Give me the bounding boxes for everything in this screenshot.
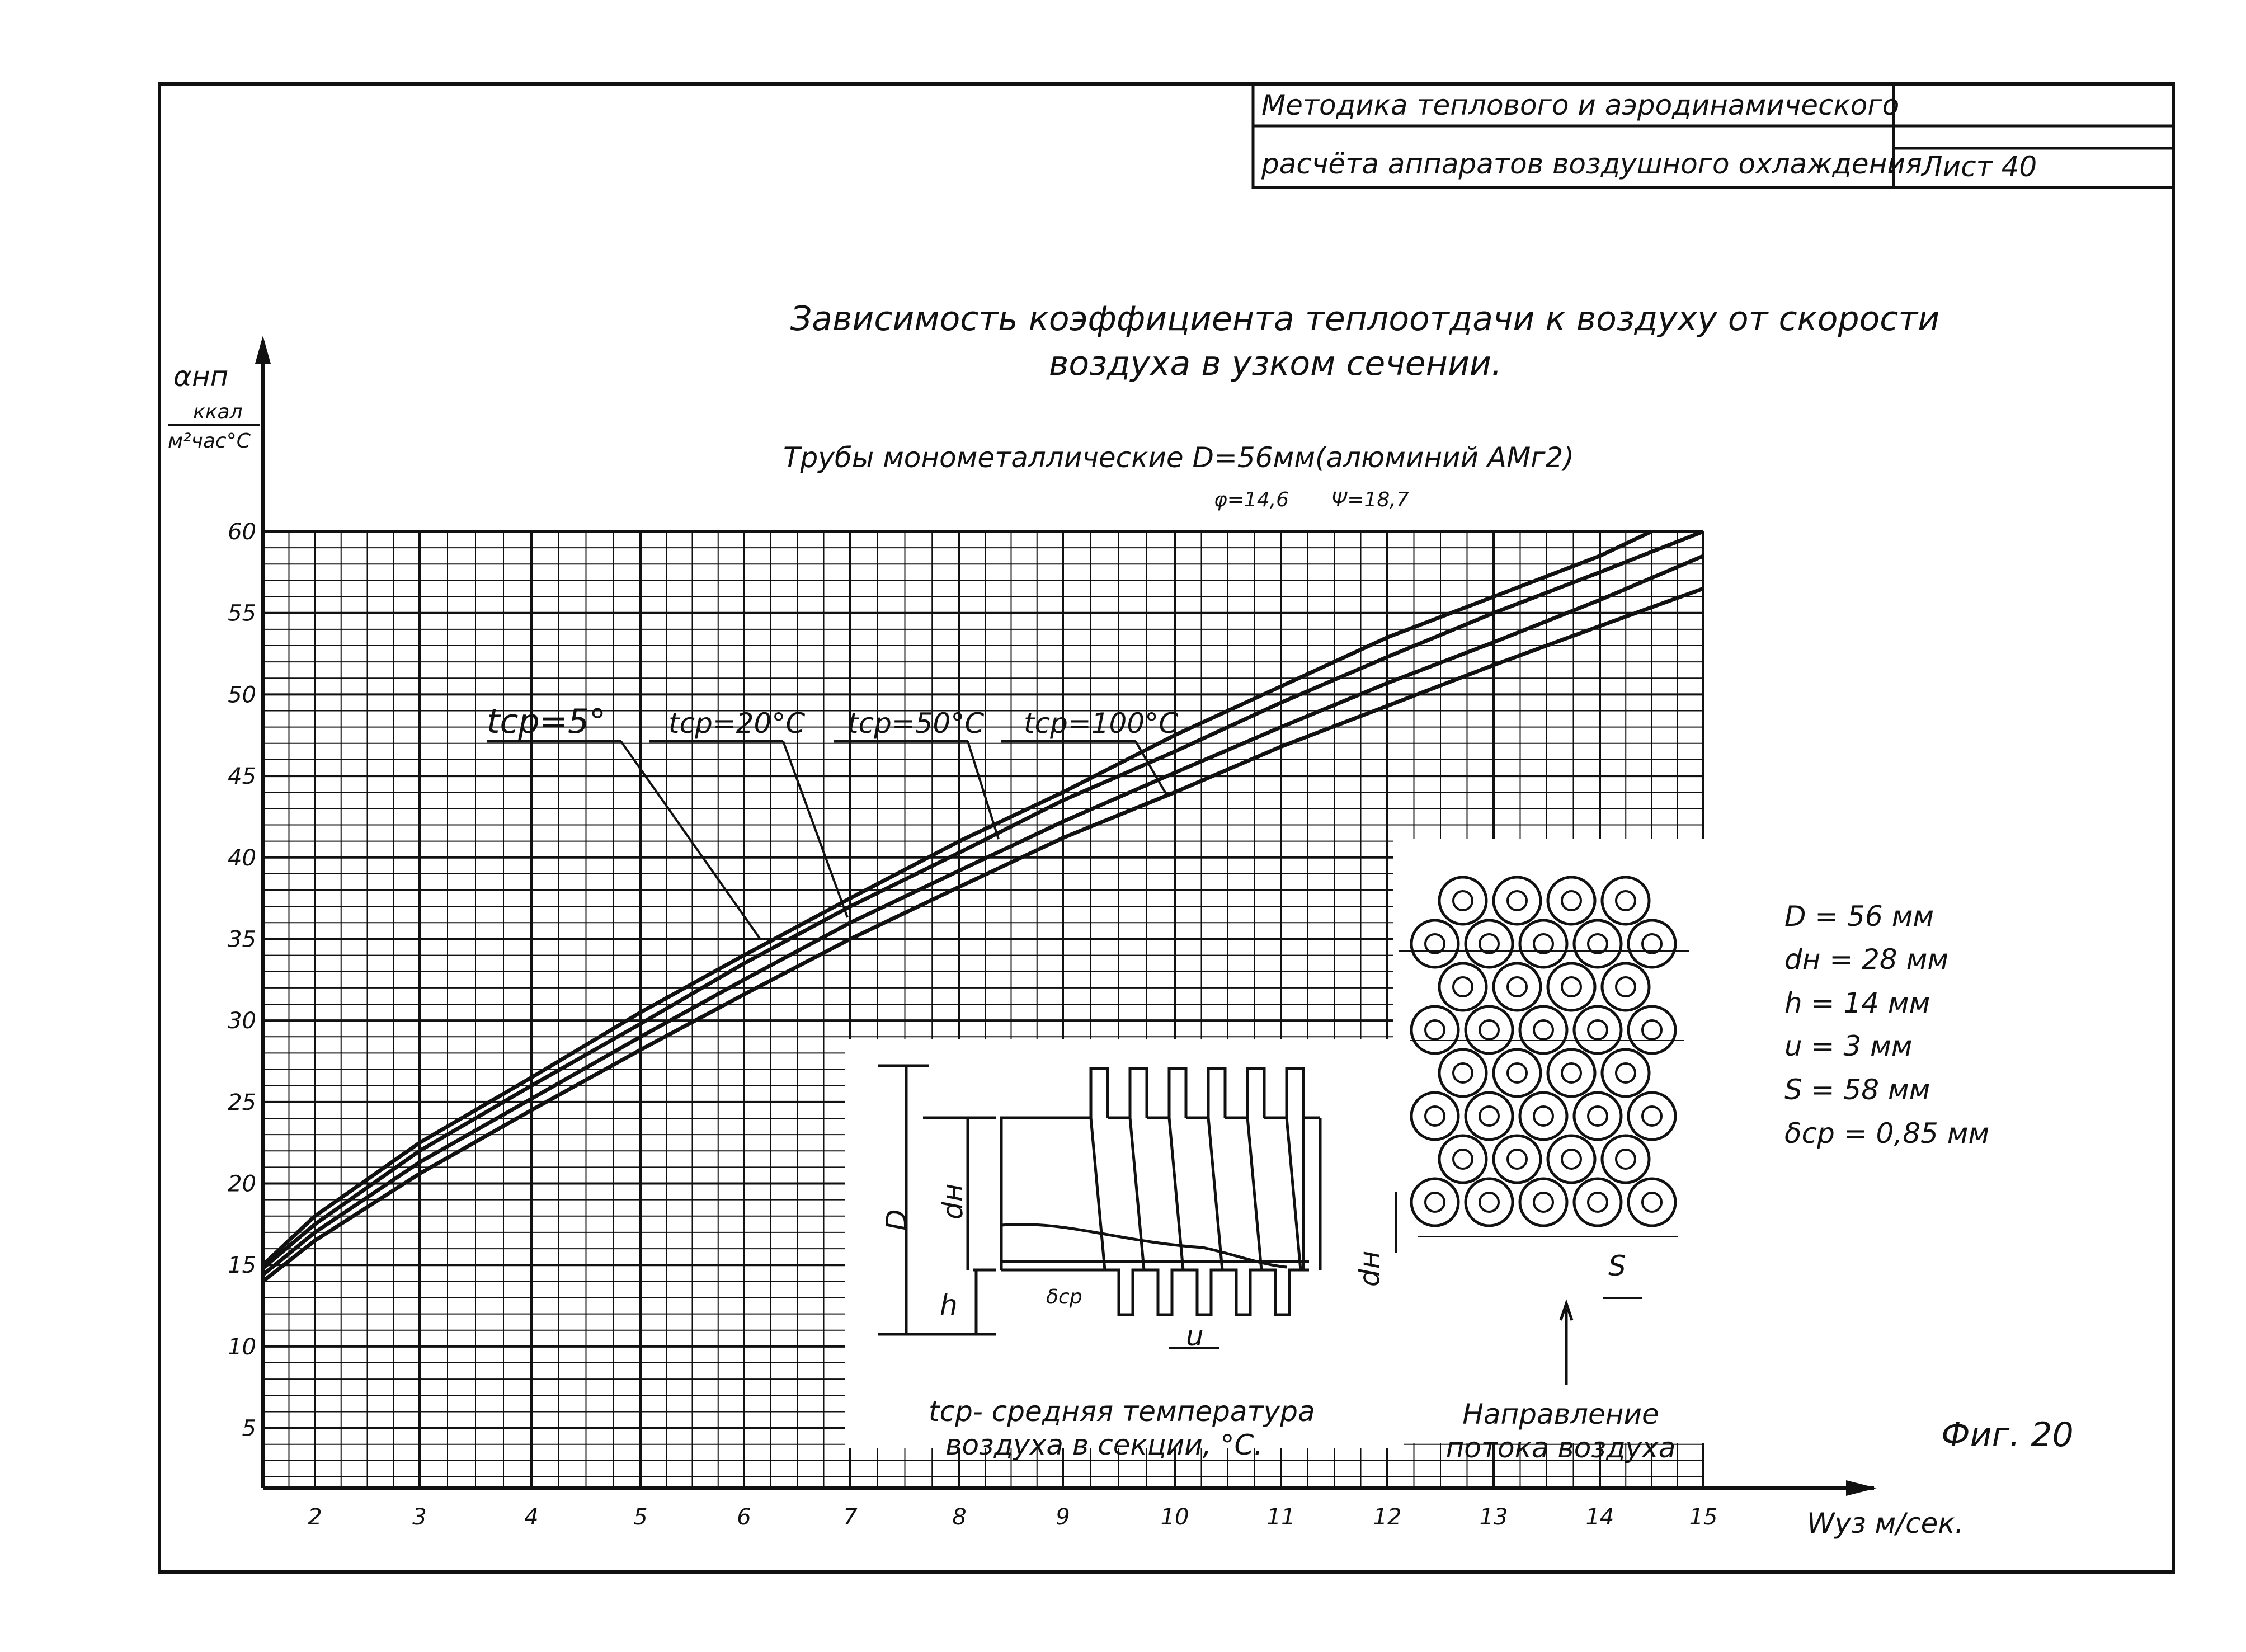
dim-u-label: u: [1186, 1320, 1204, 1352]
x-tick-label: 3: [412, 1504, 427, 1530]
x-axis-arrow: [1846, 1480, 1877, 1496]
y-tick-label: 25: [228, 1089, 256, 1116]
stamp-title-line2: расчёта аппаратов воздушного охлаждения: [1261, 148, 1922, 180]
bundle-S-label: S: [1608, 1250, 1626, 1282]
temperature-caption-line2: воздуха в секции, °С.: [945, 1429, 1263, 1461]
y-axis-unit-denominator: м²час°С: [168, 430, 251, 453]
finned-tube-inset: [845, 1039, 1404, 1461]
spec-S: S = 58 мм: [1784, 1074, 1930, 1106]
y-axis-symbol: αнп: [173, 360, 229, 393]
flow-direction-line1: Направление: [1462, 1398, 1659, 1430]
y-tick-label: 55: [228, 600, 256, 627]
chart-title-line2: воздуха в узком сечении.: [1049, 344, 1502, 383]
x-tick-label: 11: [1266, 1504, 1296, 1530]
dim-D-label: D: [880, 1209, 913, 1231]
series-leader-20: [783, 741, 847, 917]
dim-delta-label: δср: [1046, 1286, 1082, 1309]
y-tick-label: 30: [228, 1008, 256, 1034]
x-tick-label: 2: [308, 1504, 322, 1530]
spec-u: u = 3 мм: [1784, 1030, 1913, 1062]
y-axis-arrow: [255, 336, 271, 364]
phi-value-b: Ψ=18,7: [1331, 488, 1409, 511]
y-tick-label: 45: [228, 764, 256, 790]
series-label-100: tср=100°С: [1024, 707, 1179, 740]
x-tick-label: 14: [1585, 1504, 1614, 1530]
y-axis-label: [168, 360, 260, 453]
dim-h-label: h: [940, 1289, 958, 1321]
spec-D: D = 56 мм: [1784, 900, 1934, 933]
tube-bundle-inset: [1353, 839, 1712, 1464]
y-tick-label: 35: [228, 926, 256, 953]
dim-dn-label: dн: [936, 1183, 969, 1220]
x-tick-label: 13: [1479, 1504, 1508, 1530]
flow-direction-line2: потока воздуха: [1445, 1432, 1676, 1464]
series-label-5: tср=5°: [487, 702, 606, 741]
bundle-dn-label: dн: [1353, 1250, 1386, 1287]
spec-dn: dн = 28 мм: [1784, 943, 1949, 976]
y-tick-label: 15: [228, 1253, 256, 1279]
x-tick-label: 8: [952, 1504, 967, 1530]
stamp-title-line1: Методика теплового и аэродинамического: [1261, 89, 1900, 121]
temperature-caption-line1: tср- средняя температура: [929, 1395, 1315, 1428]
x-tick-label: 4: [524, 1504, 539, 1530]
y-tick-label: 20: [228, 1171, 256, 1197]
x-tick-label: 7: [843, 1504, 858, 1530]
spec-delta: δср = 0,85 мм: [1784, 1117, 1990, 1150]
y-tick-label: 5: [242, 1415, 256, 1442]
phi-value-a: φ=14,6: [1214, 488, 1289, 511]
y-axis-unit-numerator: ккал: [193, 401, 243, 423]
bundle-background: [1393, 839, 1712, 1443]
y-tick-label: 10: [228, 1334, 256, 1360]
x-tick-label: 6: [737, 1504, 751, 1530]
x-axis-label: Wуз м/сек.: [1807, 1507, 1964, 1540]
series-label-20: tср=20°С: [668, 707, 806, 740]
series-label-50: tср=50°С: [847, 707, 985, 740]
chart-subtitle: Трубы монометаллические D=56мм(алюминий АМг2): [783, 441, 1574, 474]
title-stamp: [1253, 84, 2173, 187]
chart-title-line1: Зависимость коэффициента теплоотдачи к воздуху от скорости: [790, 299, 1940, 338]
sheet-number: Лист 40: [1922, 150, 2037, 183]
x-tick-label: 15: [1689, 1504, 1718, 1530]
figure-number: Фиг. 20: [1941, 1415, 2074, 1455]
x-tick-label: 9: [1056, 1504, 1070, 1530]
series-leader-5: [621, 741, 761, 940]
spec-h: h = 14 мм: [1784, 987, 1930, 1019]
x-tick-label: 10: [1160, 1504, 1189, 1530]
x-tick-label: 12: [1373, 1504, 1402, 1530]
y-tick-label: 40: [228, 845, 256, 871]
series-labels: [487, 702, 1178, 940]
x-tick-label: 5: [633, 1504, 648, 1530]
y-tick-label: 50: [228, 682, 256, 708]
y-tick-label: 60: [228, 519, 256, 545]
spec-list: [1784, 900, 1989, 1150]
